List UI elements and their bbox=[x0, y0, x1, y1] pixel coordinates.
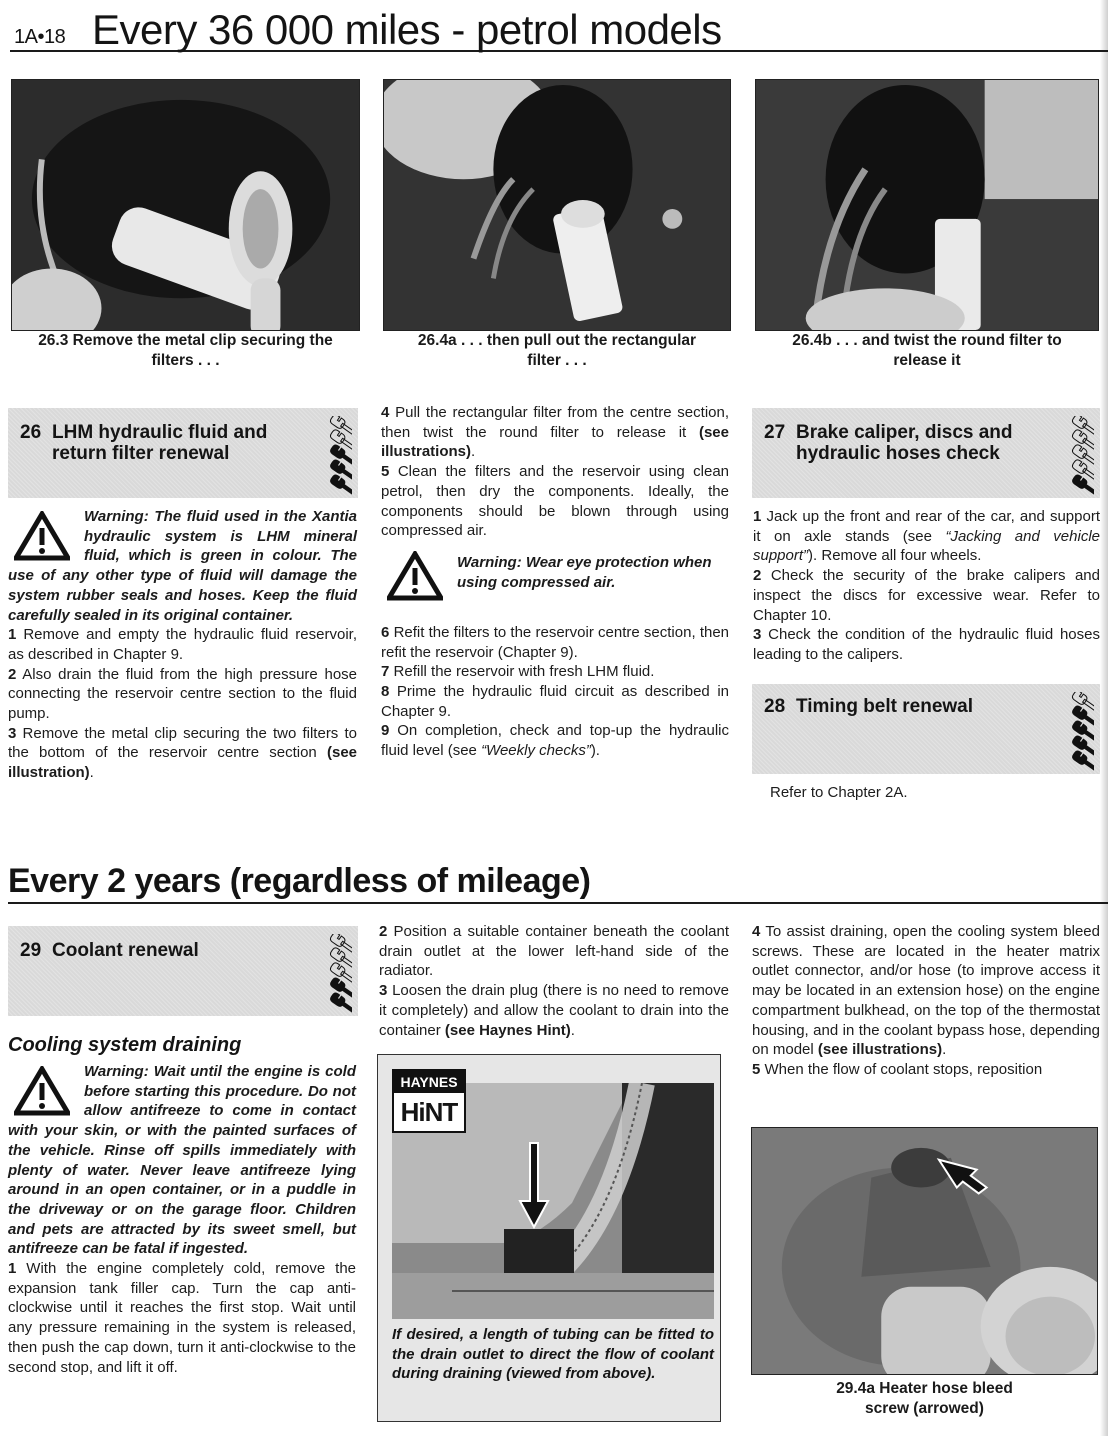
step-text: Clean the filters and the reservoir using clean petrol, then dry the components. Ideally, the components should be blown through using compressed air. bbox=[381, 463, 729, 540]
warning-text: Warning: Wear eye protection when using compressed air. bbox=[457, 553, 712, 591]
section-27-body bbox=[753, 507, 1100, 665]
section-title-line: return filter renewal bbox=[52, 443, 230, 464]
page-edge-shadow bbox=[1100, 0, 1108, 1436]
step-number: 5 bbox=[381, 463, 390, 481]
step-number: 7 bbox=[381, 663, 390, 681]
section-title-line: Brake caliper, discs and bbox=[796, 422, 1013, 443]
section-26-title bbox=[20, 422, 267, 464]
step-8 bbox=[381, 682, 729, 721]
caption-line: release it bbox=[893, 352, 961, 369]
step-text: On completion, check and top-up the hydraulic fluid level (see bbox=[381, 722, 729, 760]
step-5 bbox=[381, 462, 729, 541]
caption-29-4a bbox=[751, 1379, 1098, 1419]
section-number: 27 bbox=[764, 422, 786, 443]
hint-badge-top: HAYNES bbox=[394, 1071, 464, 1093]
step-9 bbox=[381, 721, 729, 760]
section-26-col1 bbox=[8, 507, 357, 783]
warning-29 bbox=[8, 1062, 356, 1259]
warning-eye-protection bbox=[381, 553, 729, 609]
step-text: Remove the metal clip securing the two filters to the bottom of the reservoir centre section bbox=[8, 724, 357, 762]
haynes-hint-badge bbox=[392, 1069, 466, 1133]
page-header bbox=[10, 4, 1108, 52]
step-text: With the engine completely cold, remove the expansion tank filler cap. Turn the cap anti-clockwise until it reaches the first stop. Wait until any pressure remaining in the system is released, then push the cap down, turn it anti-clockwise to the second stop, and lift it off. bbox=[8, 1260, 356, 1376]
step-number: 5 bbox=[752, 1060, 761, 1078]
caption-26-4a bbox=[383, 331, 731, 371]
caption-line: 29.4a Heater hose bleed bbox=[836, 1380, 1013, 1397]
section-27-header bbox=[752, 408, 1100, 498]
step-5 bbox=[752, 1060, 1100, 1080]
warning-triangle-icon bbox=[387, 551, 443, 601]
step-number: 2 bbox=[753, 567, 762, 585]
caption-line: filter . . . bbox=[527, 352, 587, 369]
step-6 bbox=[381, 623, 729, 662]
section-28-title bbox=[764, 696, 973, 717]
section-title-line: Timing belt renewal bbox=[796, 696, 974, 717]
caption-line: screw (arrowed) bbox=[865, 1400, 984, 1417]
hint-caption: If desired, a length of tubing can be fitted to the drain outlet to direct the flow of coolant during draining (viewed from above). bbox=[392, 1326, 714, 1383]
illustration-ref: (see Haynes Hint) bbox=[444, 1021, 571, 1039]
section-title-line: hydraulic hoses check bbox=[796, 443, 1000, 464]
section-26-header bbox=[8, 408, 358, 498]
caption-line: filters . . . bbox=[151, 352, 220, 369]
step-text: To assist draining, open the cooling system bleed screws. These are located in the heater matrix outlet connector, and/or hose (to improve access it may be located in an extension hose) on the engine compartment bulkhead, on the top of the thermostat housing, and in the coolant bypass hose, depending on model bbox=[752, 923, 1100, 1059]
step-4: 4 Pull the rectangular filter from the centre section, then twist the round filter to release it (see illustrations). bbox=[381, 404, 730, 461]
step-3 bbox=[753, 625, 1100, 664]
section-28-text: Refer to Chapter 2A. bbox=[770, 784, 908, 801]
section-number: 29 bbox=[20, 940, 42, 961]
section-29-col3 bbox=[752, 922, 1100, 1080]
haynes-hint-box bbox=[377, 1054, 721, 1422]
section-number: 28 bbox=[764, 696, 786, 717]
section-29-title bbox=[20, 940, 199, 961]
step-number: 1 bbox=[8, 1260, 17, 1278]
step-2 bbox=[379, 922, 729, 981]
heading-text: Every 2 years (regardless of mileage) bbox=[8, 862, 591, 900]
step-text: Position a suitable container beneath the coolant drain outlet at the lower left-hand side of the radiator. bbox=[379, 923, 730, 980]
step-text: ). Remove all four wheels. bbox=[808, 547, 982, 565]
step-text: Refill the reservoir with fresh LHM fluid. bbox=[393, 663, 655, 681]
step-text: Remove and empty the hydraulic fluid reservoir, as described in Chapter 9. bbox=[8, 626, 357, 663]
step-text: Loosen the drain plug (there is no need to remove it completely) and allow the coolant to drain into the container bbox=[379, 982, 729, 1039]
spanner-rating-icon bbox=[326, 416, 352, 496]
step-1 bbox=[8, 625, 357, 664]
caption-line: 26.3 Remove the metal clip securing the bbox=[38, 332, 333, 349]
step-4: 4 To assist draining, open the cooling system bleed screws. These are located in the heater matrix outlet connector, and/or hose (to improve access it may be located in an extension hose) on the engine compartment bulkhead, on the top of the thermostat housing, and in the coolant bypass hose, depending on model (see illustrations). bbox=[752, 923, 1100, 1059]
step-2 bbox=[8, 665, 357, 724]
caption-26-4b bbox=[755, 331, 1099, 371]
section-number: 26 bbox=[20, 422, 42, 443]
step-text: ). bbox=[590, 742, 600, 760]
section-title-line: Coolant renewal bbox=[52, 940, 199, 961]
step-text: Check the condition of the hydraulic fluid hoses leading to the calipers. bbox=[753, 626, 1100, 663]
warning-triangle-icon bbox=[14, 511, 70, 561]
step-7 bbox=[381, 662, 729, 682]
section-29-col1 bbox=[8, 1062, 356, 1377]
step-number: 3 bbox=[8, 724, 17, 742]
step-2 bbox=[753, 566, 1100, 625]
warning-text: Warning: Wait until the engine is cold before starting this procedure. Do not allow antifreeze to come in contact with your skin, or with the painted surfaces of the vehicle. Rinse off spills immediately with plenty of water. Never leave antifreeze lying around in an open container, or in a puddle in the driveway or on the garage floor. Children and pets are attracted by its sweet smell, but antifreeze can be fatal if ingested. bbox=[8, 1063, 356, 1258]
caption-26-3 bbox=[11, 331, 360, 371]
step-number: 1 bbox=[8, 626, 17, 644]
section-heading-2-years bbox=[8, 862, 1108, 904]
step-text: Check the security of the brake calipers and inspect the discs for excessive wear. Refer to Chapter 10. bbox=[753, 567, 1100, 624]
spanner-rating-icon bbox=[326, 934, 352, 1014]
step-number: 2 bbox=[8, 665, 17, 683]
section-28-header bbox=[752, 684, 1100, 774]
step-3: 3 Remove the metal clip securing the two filters to the bottom of the reservoir centre section (see illustration). bbox=[8, 724, 358, 782]
step-1 bbox=[8, 1259, 356, 1377]
step-number: 1 bbox=[753, 508, 762, 525]
section-29-header bbox=[8, 926, 358, 1016]
step-number: 4 bbox=[752, 923, 761, 940]
section-title-line: LHM hydraulic fluid and bbox=[52, 422, 268, 443]
illustration-ref: (see illustration) bbox=[8, 744, 358, 782]
warning-triangle-icon bbox=[14, 1066, 70, 1116]
section-26-col2 bbox=[381, 403, 729, 761]
step-3: 3 Loosen the drain plug (there is no need to remove it completely) and allow the coolant to drain into the container (see Haynes Hint). bbox=[379, 982, 729, 1039]
photo-26-3 bbox=[11, 79, 360, 331]
step-text: When the flow of coolant stops, reposition bbox=[764, 1060, 1043, 1078]
step-number: 4 bbox=[381, 404, 390, 421]
spanner-rating-icon bbox=[1068, 692, 1094, 772]
caption-line: 26.4a . . . then pull out the rectangular bbox=[417, 332, 697, 349]
step-text: Also drain the fluid from the high pressure hose connecting the reservoir centre section to the fluid pump. bbox=[8, 665, 358, 723]
section-29-col2 bbox=[379, 922, 729, 1040]
step-number: 8 bbox=[381, 683, 390, 701]
step-1 bbox=[753, 507, 1100, 566]
photo-26-4a bbox=[383, 79, 731, 331]
photo-26-4b bbox=[755, 79, 1099, 331]
step-number: 2 bbox=[379, 923, 388, 940]
illustration-ref: (see illustrations) bbox=[381, 423, 729, 461]
section-27-title bbox=[764, 422, 1013, 464]
step-text: Jack up the front and rear of the car, and support it on axle stands (see bbox=[753, 508, 1100, 545]
step-number: 6 bbox=[381, 623, 390, 641]
section-28-body bbox=[770, 783, 1100, 803]
warning-26 bbox=[8, 507, 357, 625]
subheading-cooling-system-draining: Cooling system draining bbox=[8, 1034, 242, 1056]
step-text: Pull the rectangular filter from the centre section, then twist the round filter to release it bbox=[381, 404, 730, 441]
warning-text: Warning: The fluid used in the Xantia hydraulic system is LHM mineral fluid, which is green in colour. The use of any other type of fluid will damage the system rubber seals and hoses. Keep the fluid carefully sealed in its original container. bbox=[8, 508, 357, 624]
hint-badge-bottom: HiNT bbox=[400, 1097, 458, 1127]
photo-29-4a bbox=[751, 1127, 1098, 1375]
illustration-ref: (see illustrations) bbox=[817, 1041, 943, 1059]
page-title: Every 36 000 miles - petrol models bbox=[92, 6, 722, 53]
page-number: 1A•18 bbox=[14, 26, 66, 48]
step-text: Refit the filters to the reservoir centre section, then refit the reservoir (Chapter 9). bbox=[381, 623, 730, 661]
spanner-rating-icon bbox=[1068, 416, 1094, 496]
step-number: 3 bbox=[379, 982, 388, 1000]
reference-italic: “Weekly checks” bbox=[481, 742, 591, 760]
step-number: 3 bbox=[753, 626, 762, 644]
step-text: Prime the hydraulic fluid circuit as described in Chapter 9. bbox=[381, 683, 729, 720]
caption-line: 26.4b . . . and twist the round filter to bbox=[792, 332, 1062, 349]
reference-italic: “Jacking and vehicle support” bbox=[753, 527, 1100, 565]
step-number: 9 bbox=[381, 722, 390, 740]
